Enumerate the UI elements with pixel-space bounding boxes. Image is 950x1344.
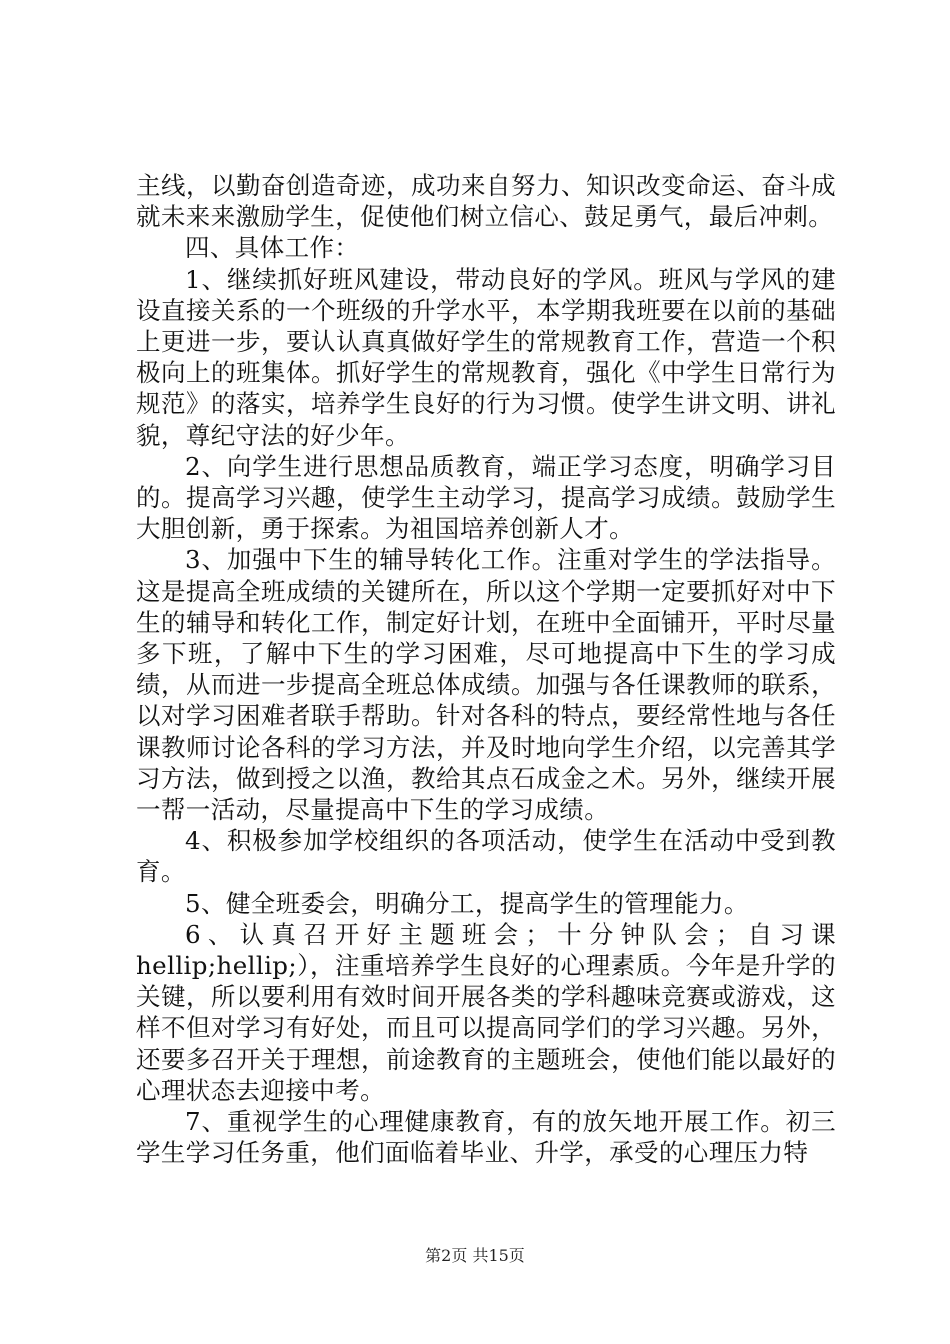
paragraph-item-1: 1、继续抓好班风建设，带动良好的学风。班风与学风的建设直接关系的一个班级的升学水平，本学期我班要在以前的基础上更进一步，要认认真真做好学生的常规教育工作，营造一个积极向上的班集体。抓好学生的常规教育，强化《中学生日常行为规范》的落实，培养学生良好的行为习惯。使学生讲文明、讲礼貌，尊纪守法的好少年。 (136, 264, 836, 450)
paragraph-item-5: 5、健全班委会，明确分工，提高学生的管理能力。 (185, 888, 749, 918)
paragraph-item-4: 4、积极参加学校组织的各项活动，使学生在活动中受到教育。 (136, 826, 836, 887)
document-body (136, 170, 836, 1169)
paragraph-item-2: 2、向学生进行思想品质教育，端正学习态度，明确学习目的。提高学习兴趣，使学生主动学习，提高学习成绩。鼓励学生大胆创新，勇于探索。为祖国培养创新人才。 (136, 451, 836, 544)
section-heading-specific-work: 四、具体工作： (185, 233, 360, 263)
paragraph-item-3: 3、加强中下生的辅导转化工作。注重对学生的学法指导。这是提高全班成绩的关键所在，所以这个学期一定要抓好对中下生的辅导和转化工作，制定好计划，在班中全面铺开，平时尽量多下班，了解中下生的学习困难，尽可地提高中下生的学习成绩，从而进一步提高全班总体成绩。加强与各任课教师的联系，以对学习困难者联手帮助。针对各科的特点，要经常性地与各任课教师讨论各科的学习方法，并及时地向学生介绍，以完善其学习方法，做到授之以渔，教给其点石成金之术。另外，继续开展一帮一活动，尽量提高中下生的学习成绩。 (136, 545, 836, 825)
paragraph-item-6: 6、认真召开好主题班会；十分钟队会；自习课hellip;hellip;），注重培养学生良好的心理素质。今年是升学的关键，所以要利用有效时间开展各类的学科趣味竞赛或游戏，这样不但对学习有好处，而且可以提高同学们的学习兴趣。另外，还要多召开关于理想，前途教育的主题班会，使他们能以最好的心理状态去迎接中考。 (136, 919, 836, 1105)
paragraph-intro: 主线，以勤奋创造奇迹，成功来自努力、知识改变命运、奋斗成就未来来激励学生，促使他们树立信心、鼓足勇气，最后冲刺。 (136, 171, 836, 232)
paragraph-item-7: 7、重视学生的心理健康教育，有的放矢地开展工作。初三学生学习任务重，他们面临着毕业、升学，承受的心理压力特 (136, 1107, 836, 1168)
page-number-label: 第2页 共15页 (425, 1246, 525, 1265)
page-footer (0, 1243, 950, 1266)
